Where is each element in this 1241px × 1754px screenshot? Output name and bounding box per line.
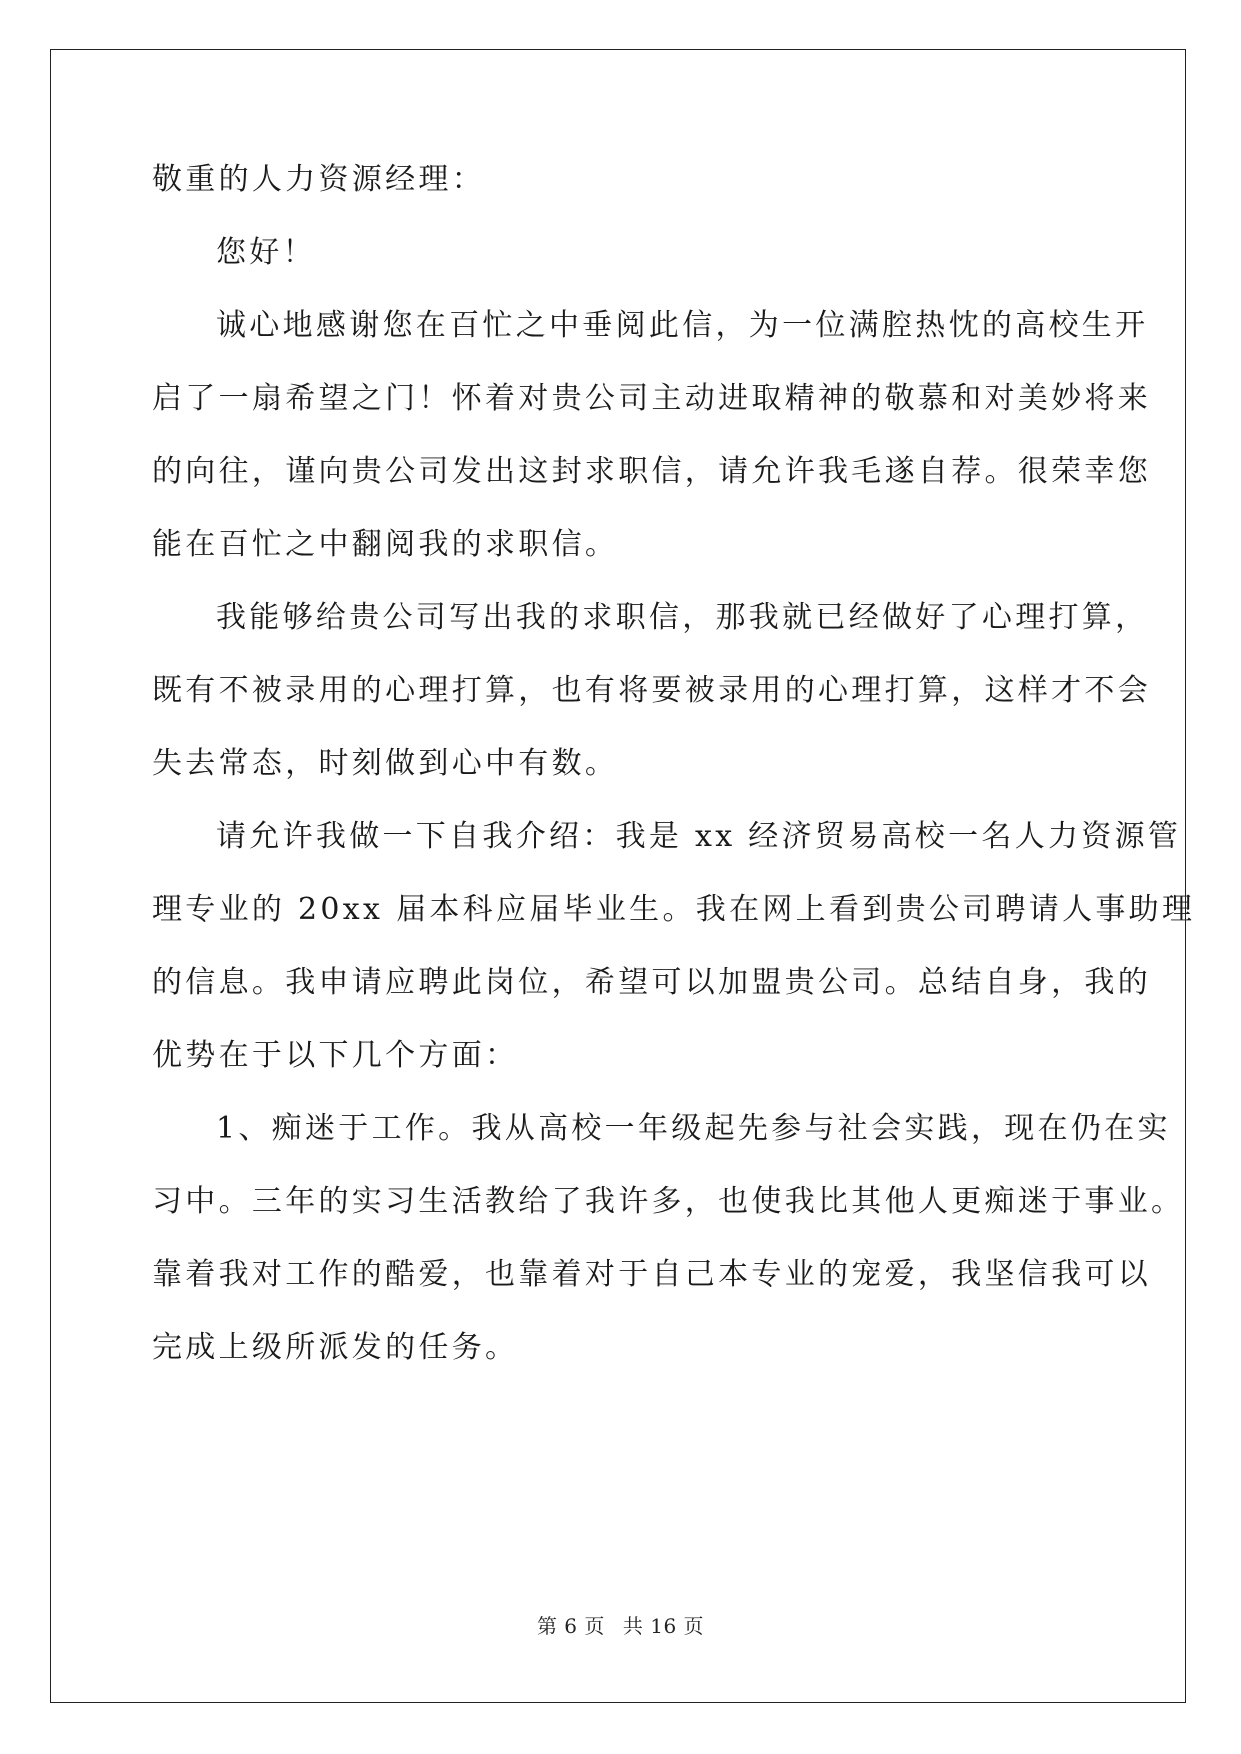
paragraph-line: 的信息。我申请应聘此岗位，希望可以加盟贵公司。总结自身，我的: [152, 965, 1151, 1000]
paragraph-line: 靠着我对工作的酷爱，也靠着对于自己本专业的宠爱，我坚信我可以: [152, 1257, 1151, 1292]
paragraph-line: 的向往，谨向贵公司发出这封求职信，请允许我毛遂自荐。很荣幸您: [152, 454, 1151, 489]
paragraph-line: 优势在于以下几个方面：: [152, 1038, 519, 1073]
page-border: [50, 49, 1186, 1703]
paragraph-line: 理专业的 20xx 届本科应届毕业生。我在网上看到贵公司聘请人事助理: [152, 892, 1196, 927]
paragraph-line: 1、痴迷于工作。我从高校一年级起先参与社会实践，现在仍在实: [216, 1111, 1171, 1146]
page-footer: [0, 1612, 1241, 1640]
page-total: 共 16 页: [622, 1614, 705, 1638]
paragraph-line: 既有不被录用的心理打算，也有将要被录用的心理打算，这样才不会: [152, 673, 1151, 708]
paragraph-line: 习中。三年的实习生活教给了我许多，也使我比其他人更痴迷于事业。: [152, 1184, 1185, 1219]
greeting: 您好！: [216, 235, 316, 270]
paragraph-line: 完成上级所派发的任务。: [152, 1330, 519, 1365]
paragraph-line: 能在百忙之中翻阅我的求职信。: [152, 527, 619, 562]
salutation: 敬重的人力资源经理：: [152, 162, 485, 197]
paragraph-line: 我能够给贵公司写出我的求职信，那我就已经做好了心理打算，: [216, 600, 1149, 635]
paragraph-line: 启了一扇希望之门！怀着对贵公司主动进取精神的敬慕和对美妙将来: [152, 381, 1151, 416]
page-number: 第 6 页: [536, 1614, 605, 1638]
paragraph-line: 诚心地感谢您在百忙之中垂阅此信，为一位满腔热忱的高校生开: [216, 308, 1149, 343]
paragraph-line: 请允许我做一下自我介绍：我是 xx 经济贸易高校一名人力资源管: [216, 819, 1182, 854]
paragraph-line: 失去常态，时刻做到心中有数。: [152, 746, 619, 781]
